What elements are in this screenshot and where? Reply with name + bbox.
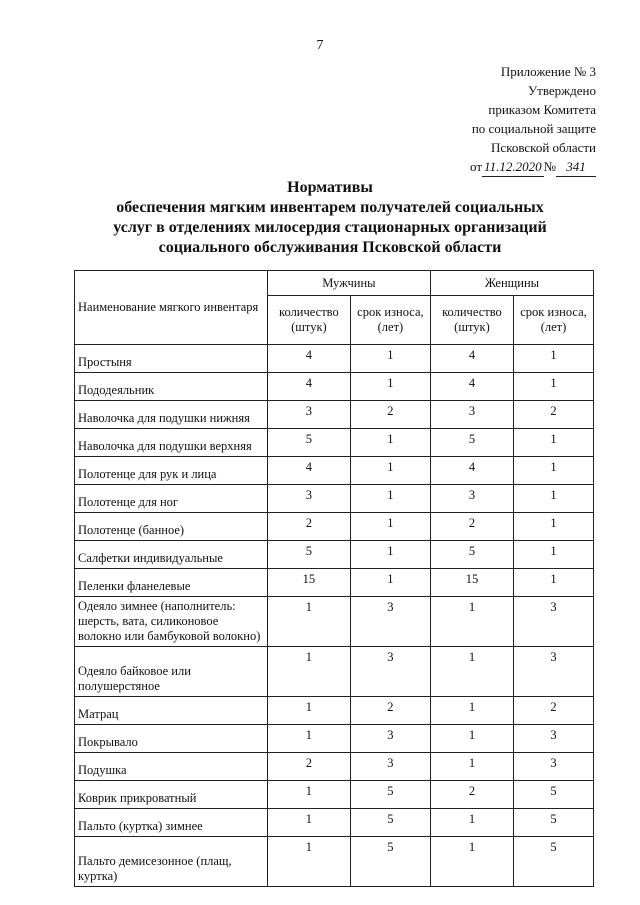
- women-wear-cell: 1: [514, 569, 594, 597]
- women-wear-cell: 1: [514, 429, 594, 457]
- women-wear-cell: 5: [514, 809, 594, 837]
- women-quantity-cell: 5: [430, 429, 513, 457]
- women-quantity-cell: 3: [430, 401, 513, 429]
- norms-table: [74, 270, 594, 887]
- women-quantity-cell: 4: [430, 373, 513, 401]
- women-wear-cell: 1: [514, 457, 594, 485]
- table-row: [75, 647, 594, 697]
- header-men: Мужчины: [267, 271, 430, 296]
- women-wear-cell: 2: [514, 401, 594, 429]
- page-number: 7: [316, 38, 324, 53]
- item-name-cell: Салфетки индивидуальные: [75, 541, 268, 569]
- men-quantity-cell: 3: [267, 401, 350, 429]
- men-wear-cell: 2: [350, 401, 430, 429]
- men-quantity-cell: 1: [267, 837, 350, 887]
- header-men-wear: срок износа, (лет): [350, 296, 430, 345]
- women-wear-cell: 2: [514, 697, 594, 725]
- men-quantity-cell: 1: [267, 697, 350, 725]
- women-wear-cell: 3: [514, 753, 594, 781]
- men-wear-cell: 1: [350, 373, 430, 401]
- women-quantity-cell: 1: [430, 725, 513, 753]
- women-quantity-cell: 15: [430, 569, 513, 597]
- table-row: [75, 809, 594, 837]
- title-line-1: Нормативы: [287, 179, 373, 196]
- table-row: [75, 429, 594, 457]
- table-row: [75, 569, 594, 597]
- men-quantity-cell: 1: [267, 809, 350, 837]
- women-wear-cell: 1: [514, 345, 594, 373]
- table-body: [75, 345, 594, 887]
- women-quantity-cell: 5: [430, 541, 513, 569]
- item-name-cell: Полотенце для ног: [75, 485, 268, 513]
- women-wear-cell: 1: [514, 541, 594, 569]
- table-row: [75, 513, 594, 541]
- men-quantity-cell: 5: [267, 541, 350, 569]
- women-wear-cell: 1: [514, 485, 594, 513]
- order-reference: [406, 157, 596, 177]
- item-name-cell: Покрывало: [75, 725, 268, 753]
- approved-label: Утверждено: [527, 83, 596, 98]
- order-number: 341: [556, 157, 596, 177]
- order-date: 11.12.2020: [482, 157, 544, 177]
- men-wear-cell: 2: [350, 697, 430, 725]
- men-quantity-cell: 2: [267, 753, 350, 781]
- women-quantity-cell: 1: [430, 597, 513, 647]
- women-wear-cell: 1: [514, 373, 594, 401]
- men-wear-cell: 1: [350, 345, 430, 373]
- women-quantity-cell: 4: [430, 457, 513, 485]
- item-name-cell: Пеленки фланелевые: [75, 569, 268, 597]
- item-name-cell: Коврик прикроватный: [75, 781, 268, 809]
- women-quantity-cell: 1: [430, 809, 513, 837]
- item-name-cell: Одеяло зимнее (наполнитель: шерсть, вата, силиконовое волокно или бамбуковой волокно): [75, 597, 268, 647]
- men-quantity-cell: 5: [267, 429, 350, 457]
- men-wear-cell: 1: [350, 513, 430, 541]
- approval-block: [406, 62, 596, 177]
- header-women-wear: срок износа, (лет): [514, 296, 594, 345]
- item-name-cell: Полотенце (банное): [75, 513, 268, 541]
- women-wear-cell: 3: [514, 647, 594, 697]
- table-row: [75, 697, 594, 725]
- table-row: [75, 753, 594, 781]
- header-women: Женщины: [430, 271, 593, 296]
- item-name-cell: Полотенце для рук и лица: [75, 457, 268, 485]
- men-quantity-cell: 1: [267, 781, 350, 809]
- table-row: [75, 541, 594, 569]
- women-quantity-cell: 1: [430, 697, 513, 725]
- order-number-label: №: [543, 159, 556, 174]
- item-name-cell: Пододеяльник: [75, 373, 268, 401]
- order-label: приказом Комитета: [488, 102, 596, 117]
- item-name-cell: Матрац: [75, 697, 268, 725]
- men-quantity-cell: 1: [267, 647, 350, 697]
- order-prefix: от: [470, 159, 483, 174]
- item-name-cell: Пальто (куртка) зимнее: [75, 809, 268, 837]
- table-row: [75, 597, 594, 647]
- men-wear-cell: 1: [350, 569, 430, 597]
- table-row: [75, 401, 594, 429]
- men-wear-cell: 5: [350, 781, 430, 809]
- item-name-cell: Наволочка для подушки нижняя: [75, 401, 268, 429]
- table-row: [75, 457, 594, 485]
- men-quantity-cell: 3: [267, 485, 350, 513]
- item-name-cell: Подушка: [75, 753, 268, 781]
- men-quantity-cell: 4: [267, 345, 350, 373]
- men-wear-cell: 1: [350, 541, 430, 569]
- men-wear-cell: 1: [350, 457, 430, 485]
- men-wear-cell: 3: [350, 725, 430, 753]
- women-quantity-cell: 1: [430, 647, 513, 697]
- table-row: [75, 345, 594, 373]
- title-line-4: социального обслуживания Псковской области: [158, 239, 502, 256]
- women-quantity-cell: 2: [430, 513, 513, 541]
- table-row: [75, 725, 594, 753]
- title-line-2: обеспечения мягким инвентарем получателей социальных: [116, 199, 544, 216]
- document-title: [60, 178, 600, 258]
- men-wear-cell: 1: [350, 485, 430, 513]
- committee-label: по социальной защите: [471, 121, 596, 136]
- women-wear-cell: 3: [514, 725, 594, 753]
- table-row: [75, 485, 594, 513]
- header-women-quantity: количество (штук): [430, 296, 513, 345]
- men-wear-cell: 3: [350, 647, 430, 697]
- men-wear-cell: 3: [350, 597, 430, 647]
- women-quantity-cell: 1: [430, 837, 513, 887]
- men-quantity-cell: 15: [267, 569, 350, 597]
- table-row: [75, 837, 594, 887]
- table-header-row: [75, 271, 594, 296]
- women-wear-cell: 3: [514, 597, 594, 647]
- women-wear-cell: 5: [514, 837, 594, 887]
- men-wear-cell: 3: [350, 753, 430, 781]
- men-quantity-cell: 2: [267, 513, 350, 541]
- women-wear-cell: 5: [514, 781, 594, 809]
- table-row: [75, 781, 594, 809]
- men-quantity-cell: 4: [267, 457, 350, 485]
- title-line-3: услуг в отделениях милосердия стационарных организаций: [113, 219, 547, 236]
- men-quantity-cell: 1: [267, 725, 350, 753]
- item-name-cell: Пальто демисезонное (плащ, куртка): [75, 837, 268, 887]
- item-name-cell: Одеяло байковое или полушерстяное: [75, 647, 268, 697]
- women-quantity-cell: 3: [430, 485, 513, 513]
- men-quantity-cell: 4: [267, 373, 350, 401]
- women-quantity-cell: 1: [430, 753, 513, 781]
- item-name-cell: Наволочка для подушки верхняя: [75, 429, 268, 457]
- header-men-quantity: количество (штук): [267, 296, 350, 345]
- women-wear-cell: 1: [514, 513, 594, 541]
- table-row: [75, 373, 594, 401]
- men-wear-cell: 5: [350, 837, 430, 887]
- men-wear-cell: 1: [350, 429, 430, 457]
- women-quantity-cell: 2: [430, 781, 513, 809]
- header-name: Наименование мягкого инвентаря: [75, 271, 268, 345]
- men-quantity-cell: 1: [267, 597, 350, 647]
- women-quantity-cell: 4: [430, 345, 513, 373]
- men-wear-cell: 5: [350, 809, 430, 837]
- item-name-cell: Простыня: [75, 345, 268, 373]
- region-label: Псковской области: [491, 140, 596, 155]
- appendix-label: Приложение № 3: [500, 64, 596, 79]
